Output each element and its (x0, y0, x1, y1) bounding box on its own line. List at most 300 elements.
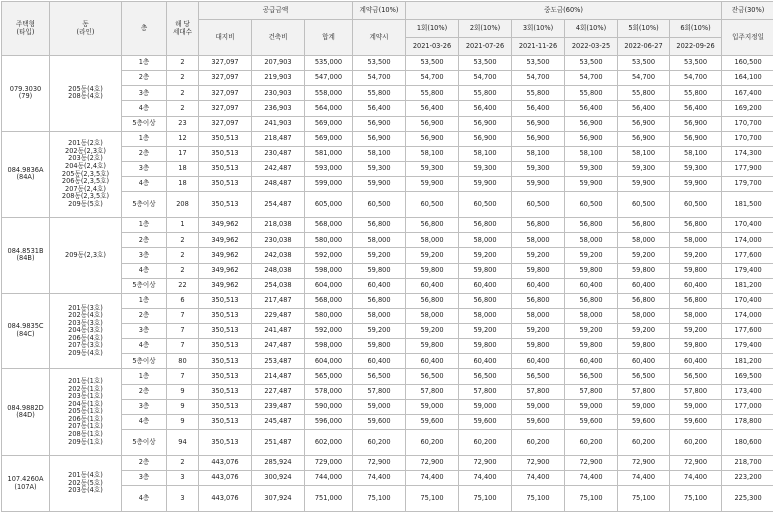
m2-cell: 59,800 (459, 263, 512, 278)
land-cell: 350,513 (199, 384, 252, 399)
floor-cell: 3층 (122, 399, 167, 414)
building-cell: 239,487 (252, 399, 305, 414)
floor-cell: 4층 (122, 101, 167, 116)
m1-cell: 54,700 (406, 71, 459, 86)
deposit-cell: 74,400 (353, 471, 406, 486)
m2-cell: 59,200 (459, 324, 512, 339)
deposit-cell: 60,200 (353, 429, 406, 455)
dong-cell: 201동(3호) 202동(4호) 203동(3호) 204동(3호) 206동(4호) 207동(3호) 209동(4호) (50, 293, 122, 369)
m5-cell: 55,800 (618, 86, 670, 101)
units-cell: 12 (167, 131, 199, 146)
land-cell: 350,513 (199, 429, 252, 455)
m1-cell: 59,200 (406, 248, 459, 263)
floor-cell: 1층 (122, 293, 167, 308)
land-cell: 443,076 (199, 486, 252, 512)
m4-cell: 60,500 (565, 192, 618, 218)
land-cell: 327,097 (199, 101, 252, 116)
balance-cell: 167,400 (722, 86, 773, 101)
building-cell: 217,487 (252, 293, 305, 308)
m6-cell: 72,900 (670, 455, 722, 470)
m5-cell: 56,800 (618, 293, 670, 308)
floor-cell: 2층 (122, 308, 167, 323)
units-cell: 17 (167, 146, 199, 161)
m6-cell: 59,300 (670, 161, 722, 176)
m5-cell: 59,800 (618, 339, 670, 354)
total-cell: 590,000 (305, 399, 353, 414)
m5-cell: 59,300 (618, 161, 670, 176)
m3-cell: 58,000 (512, 233, 565, 248)
m5-cell: 56,400 (618, 101, 670, 116)
floor-cell: 3층 (122, 471, 167, 486)
building-cell: 307,924 (252, 486, 305, 512)
total-cell: 535,000 (305, 56, 353, 71)
balance-cell: 174,000 (722, 308, 773, 323)
header-deposit: 계약금(10%) (353, 2, 406, 20)
land-cell: 350,513 (199, 354, 252, 369)
balance-cell: 181,500 (722, 192, 773, 218)
building-cell: 254,487 (252, 192, 305, 218)
dong-cell: 201동(4호) 202동(5호) 203동(4호) (50, 455, 122, 511)
m1-cell: 59,900 (406, 177, 459, 192)
balance-cell: 180,600 (722, 429, 773, 455)
m1-cell: 58,000 (406, 308, 459, 323)
building-cell: 230,487 (252, 146, 305, 161)
m6-cell: 56,800 (670, 293, 722, 308)
m5-cell: 60,400 (618, 278, 670, 293)
m4-cell: 59,200 (565, 324, 618, 339)
m1-cell: 59,200 (406, 324, 459, 339)
m3-cell: 55,800 (512, 86, 565, 101)
deposit-cell: 55,800 (353, 86, 406, 101)
units-cell: 2 (167, 233, 199, 248)
m6-cell: 54,700 (670, 71, 722, 86)
units-cell: 9 (167, 384, 199, 399)
land-cell: 350,513 (199, 324, 252, 339)
units-cell: 7 (167, 369, 199, 384)
total-cell: 751,000 (305, 486, 353, 512)
m1-cell: 56,900 (406, 116, 459, 131)
balance-cell: 178,800 (722, 414, 773, 429)
m1-cell: 58,100 (406, 146, 459, 161)
deposit-cell: 56,500 (353, 369, 406, 384)
m5-cell: 58,000 (618, 308, 670, 323)
deposit-cell: 53,500 (353, 56, 406, 71)
balance-cell: 179,400 (722, 339, 773, 354)
m2-cell: 53,500 (459, 56, 512, 71)
floor-cell: 4층 (122, 177, 167, 192)
units-cell: 2 (167, 248, 199, 263)
building-cell: 218,487 (252, 131, 305, 146)
table-row (2, 293, 773, 308)
units-cell: 2 (167, 56, 199, 71)
header-land: 대지비 (199, 20, 252, 56)
m2-cell: 59,900 (459, 177, 512, 192)
header-middle: 중도금(60%) (406, 2, 722, 20)
m6-cell: 59,800 (670, 339, 722, 354)
land-cell: 349,962 (199, 233, 252, 248)
m6-cell: 59,200 (670, 248, 722, 263)
balance-cell: 177,600 (722, 248, 773, 263)
m4-cell: 59,800 (565, 339, 618, 354)
balance-cell: 160,500 (722, 56, 773, 71)
balance-cell: 170,700 (722, 131, 773, 146)
m5-cell: 75,100 (618, 486, 670, 512)
deposit-cell: 60,400 (353, 354, 406, 369)
m6-cell: 56,400 (670, 101, 722, 116)
price-table (1, 1, 773, 512)
m5-cell: 59,000 (618, 399, 670, 414)
header-middle-date-1: 2021-03-26 (406, 38, 459, 56)
m6-cell: 74,400 (670, 471, 722, 486)
m3-cell: 59,300 (512, 161, 565, 176)
m3-cell: 59,200 (512, 248, 565, 263)
m6-cell: 59,600 (670, 414, 722, 429)
deposit-cell: 57,800 (353, 384, 406, 399)
m6-cell: 58,000 (670, 308, 722, 323)
land-cell: 349,962 (199, 248, 252, 263)
m3-cell: 58,100 (512, 146, 565, 161)
m1-cell: 58,000 (406, 233, 459, 248)
m4-cell: 56,900 (565, 131, 618, 146)
m2-cell: 56,900 (459, 131, 512, 146)
units-cell: 7 (167, 324, 199, 339)
m1-cell: 55,800 (406, 86, 459, 101)
building-cell: 218,038 (252, 218, 305, 233)
total-cell: 593,000 (305, 161, 353, 176)
total-cell: 599,000 (305, 177, 353, 192)
m2-cell: 60,400 (459, 278, 512, 293)
m5-cell: 56,900 (618, 116, 670, 131)
balance-cell: 170,400 (722, 293, 773, 308)
m5-cell: 57,800 (618, 384, 670, 399)
deposit-cell: 58,100 (353, 146, 406, 161)
m4-cell: 60,400 (565, 354, 618, 369)
m2-cell: 56,500 (459, 369, 512, 384)
total-cell: 744,000 (305, 471, 353, 486)
type-cell: 107.4260A (107A) (2, 455, 50, 511)
m1-cell: 57,800 (406, 384, 459, 399)
m2-cell: 72,900 (459, 455, 512, 470)
m1-cell: 59,800 (406, 339, 459, 354)
balance-cell: 177,900 (722, 161, 773, 176)
building-cell: 248,487 (252, 177, 305, 192)
m3-cell: 56,400 (512, 101, 565, 116)
deposit-cell: 59,800 (353, 263, 406, 278)
land-cell: 327,097 (199, 56, 252, 71)
m2-cell: 58,100 (459, 146, 512, 161)
floor-cell: 2층 (122, 233, 167, 248)
m5-cell: 58,100 (618, 146, 670, 161)
floor-cell: 3층 (122, 86, 167, 101)
m1-cell: 74,400 (406, 471, 459, 486)
m4-cell: 56,400 (565, 101, 618, 116)
header-middle-date-3: 2021-11-26 (512, 38, 565, 56)
balance-cell: 179,400 (722, 263, 773, 278)
m5-cell: 60,500 (618, 192, 670, 218)
m1-cell: 56,500 (406, 369, 459, 384)
m1-cell: 56,800 (406, 218, 459, 233)
total-cell: 604,000 (305, 278, 353, 293)
total-cell: 569,000 (305, 131, 353, 146)
building-cell: 247,487 (252, 339, 305, 354)
deposit-cell: 59,300 (353, 161, 406, 176)
total-cell: 568,000 (305, 218, 353, 233)
m3-cell: 59,900 (512, 177, 565, 192)
m2-cell: 74,400 (459, 471, 512, 486)
balance-cell: 179,700 (722, 177, 773, 192)
total-cell: 605,000 (305, 192, 353, 218)
m3-cell: 56,800 (512, 293, 565, 308)
building-cell: 214,487 (252, 369, 305, 384)
land-cell: 350,513 (199, 399, 252, 414)
header-type: 주택형 (타입) (2, 2, 50, 56)
building-cell: 230,903 (252, 86, 305, 101)
m3-cell: 56,900 (512, 131, 565, 146)
m6-cell: 56,900 (670, 116, 722, 131)
total-cell: 565,000 (305, 369, 353, 384)
m2-cell: 60,500 (459, 192, 512, 218)
units-cell: 7 (167, 308, 199, 323)
m3-cell: 59,200 (512, 324, 565, 339)
floor-cell: 2층 (122, 384, 167, 399)
deposit-cell: 59,600 (353, 414, 406, 429)
balance-cell: 181,200 (722, 278, 773, 293)
m4-cell: 56,900 (565, 116, 618, 131)
m1-cell: 60,500 (406, 192, 459, 218)
m2-cell: 56,400 (459, 101, 512, 116)
header-middle-1: 1회(10%) (406, 20, 459, 38)
floor-cell: 2층 (122, 71, 167, 86)
units-cell: 7 (167, 339, 199, 354)
m3-cell: 60,500 (512, 192, 565, 218)
m5-cell: 56,800 (618, 218, 670, 233)
total-cell: 598,000 (305, 339, 353, 354)
m2-cell: 54,700 (459, 71, 512, 86)
units-cell: 2 (167, 71, 199, 86)
m3-cell: 72,900 (512, 455, 565, 470)
units-cell: 208 (167, 192, 199, 218)
deposit-cell: 59,000 (353, 399, 406, 414)
units-cell: 94 (167, 429, 199, 455)
balance-cell: 170,700 (722, 116, 773, 131)
deposit-cell: 58,000 (353, 233, 406, 248)
m3-cell: 58,000 (512, 308, 565, 323)
floor-cell: 5층이상 (122, 278, 167, 293)
land-cell: 443,076 (199, 471, 252, 486)
m1-cell: 60,400 (406, 278, 459, 293)
units-cell: 18 (167, 177, 199, 192)
m4-cell: 57,800 (565, 384, 618, 399)
m3-cell: 54,700 (512, 71, 565, 86)
total-cell: 564,000 (305, 101, 353, 116)
deposit-cell: 75,100 (353, 486, 406, 512)
floor-cell: 4층 (122, 414, 167, 429)
deposit-cell: 59,800 (353, 339, 406, 354)
m6-cell: 56,800 (670, 218, 722, 233)
table-row (2, 455, 773, 470)
building-cell: 300,924 (252, 471, 305, 486)
m5-cell: 59,800 (618, 263, 670, 278)
total-cell: 580,000 (305, 233, 353, 248)
header-supply: 공급금액 (199, 2, 353, 20)
dong-cell: 201동(2호) 202동(2,3호) 203동(2호) 204동(2,4호) 205동(2,3,5호) 206동(2,3,5호) 207동(2,4호) 208동(2,3,5호) 209동(5호) (50, 131, 122, 218)
m2-cell: 57,800 (459, 384, 512, 399)
header-middle-3: 3회(10%) (512, 20, 565, 38)
table-row (2, 218, 773, 233)
m3-cell: 60,200 (512, 429, 565, 455)
m1-cell: 60,400 (406, 354, 459, 369)
floor-cell: 5층이상 (122, 429, 167, 455)
table-header (2, 2, 773, 56)
building-cell: 254,038 (252, 278, 305, 293)
floor-cell: 1층 (122, 56, 167, 71)
m5-cell: 56,500 (618, 369, 670, 384)
m4-cell: 75,100 (565, 486, 618, 512)
total-cell: 578,000 (305, 384, 353, 399)
m1-cell: 72,900 (406, 455, 459, 470)
type-cell: 084.9882D (84D) (2, 369, 50, 456)
m6-cell: 58,100 (670, 146, 722, 161)
floor-cell: 4층 (122, 263, 167, 278)
m2-cell: 75,100 (459, 486, 512, 512)
m4-cell: 60,200 (565, 429, 618, 455)
type-cell: 079.3030 (79) (2, 56, 50, 132)
balance-cell: 174,000 (722, 233, 773, 248)
m1-cell: 53,500 (406, 56, 459, 71)
m4-cell: 56,500 (565, 369, 618, 384)
m5-cell: 54,700 (618, 71, 670, 86)
m6-cell: 53,500 (670, 56, 722, 71)
deposit-cell: 56,900 (353, 116, 406, 131)
header-building: 건축비 (252, 20, 305, 56)
land-cell: 443,076 (199, 455, 252, 470)
header-middle-6: 6회(10%) (670, 20, 722, 38)
m6-cell: 56,900 (670, 131, 722, 146)
total-cell: 602,000 (305, 429, 353, 455)
header-middle-date-2: 2021-07-26 (459, 38, 512, 56)
balance-cell: 169,200 (722, 101, 773, 116)
m2-cell: 59,000 (459, 399, 512, 414)
m6-cell: 55,800 (670, 86, 722, 101)
land-cell: 350,513 (199, 369, 252, 384)
balance-cell: 170,400 (722, 218, 773, 233)
m4-cell: 58,100 (565, 146, 618, 161)
m5-cell: 59,200 (618, 324, 670, 339)
m4-cell: 72,900 (565, 455, 618, 470)
units-cell: 6 (167, 293, 199, 308)
m6-cell: 60,400 (670, 278, 722, 293)
floor-cell: 5층이상 (122, 192, 167, 218)
deposit-cell: 59,900 (353, 177, 406, 192)
header-middle-5: 5회(10%) (618, 20, 670, 38)
m4-cell: 59,000 (565, 399, 618, 414)
land-cell: 350,513 (199, 161, 252, 176)
m4-cell: 54,700 (565, 71, 618, 86)
units-cell: 1 (167, 218, 199, 233)
floor-cell: 3층 (122, 161, 167, 176)
m4-cell: 53,500 (565, 56, 618, 71)
header-total: 합계 (305, 20, 353, 56)
m1-cell: 75,100 (406, 486, 459, 512)
m6-cell: 59,900 (670, 177, 722, 192)
dong-cell: 201동(1호) 202동(1호) 203동(1호) 204동(1호) 205동(1호) 206동(1호) 207동(1호) 208동(1호) 209동(1호) (50, 369, 122, 456)
type-cell: 084.8531B (84B) (2, 218, 50, 294)
header-balance: 잔금(30%) (722, 2, 773, 20)
building-cell: 242,038 (252, 248, 305, 263)
deposit-cell: 72,900 (353, 455, 406, 470)
m4-cell: 58,000 (565, 308, 618, 323)
units-cell: 18 (167, 161, 199, 176)
building-cell: 253,487 (252, 354, 305, 369)
floor-cell: 1층 (122, 131, 167, 146)
m3-cell: 56,500 (512, 369, 565, 384)
floor-cell: 1층 (122, 218, 167, 233)
m2-cell: 59,200 (459, 248, 512, 263)
floor-cell: 4층 (122, 339, 167, 354)
header-balance-sub: 입주지정일 (722, 20, 773, 56)
m3-cell: 60,400 (512, 278, 565, 293)
units-cell: 3 (167, 471, 199, 486)
header-middle-date-5: 2022-06-27 (618, 38, 670, 56)
total-cell: 569,000 (305, 116, 353, 131)
building-cell: 242,487 (252, 161, 305, 176)
m3-cell: 74,400 (512, 471, 565, 486)
total-cell: 729,000 (305, 455, 353, 470)
m1-cell: 59,600 (406, 414, 459, 429)
building-cell: 245,487 (252, 414, 305, 429)
m3-cell: 59,800 (512, 339, 565, 354)
m2-cell: 60,400 (459, 354, 512, 369)
table-body (2, 56, 773, 512)
m5-cell: 72,900 (618, 455, 670, 470)
land-cell: 350,513 (199, 146, 252, 161)
units-cell: 3 (167, 486, 199, 512)
m2-cell: 56,900 (459, 116, 512, 131)
deposit-cell: 54,700 (353, 71, 406, 86)
m4-cell: 74,400 (565, 471, 618, 486)
header-middle-date-6: 2022-09-26 (670, 38, 722, 56)
building-cell: 251,487 (252, 429, 305, 455)
m2-cell: 59,300 (459, 161, 512, 176)
header-middle-2: 2회(10%) (459, 20, 512, 38)
m6-cell: 59,000 (670, 399, 722, 414)
units-cell: 9 (167, 414, 199, 429)
m2-cell: 58,000 (459, 233, 512, 248)
header-units: 해 당 세대수 (167, 2, 199, 56)
building-cell: 207,903 (252, 56, 305, 71)
total-cell: 598,000 (305, 263, 353, 278)
floor-cell: 4층 (122, 486, 167, 512)
m5-cell: 59,200 (618, 248, 670, 263)
m4-cell: 56,800 (565, 218, 618, 233)
m3-cell: 59,600 (512, 414, 565, 429)
balance-cell: 218,700 (722, 455, 773, 470)
land-cell: 327,097 (199, 71, 252, 86)
m1-cell: 60,200 (406, 429, 459, 455)
building-cell: 236,903 (252, 101, 305, 116)
balance-cell: 181,200 (722, 354, 773, 369)
total-cell: 592,000 (305, 324, 353, 339)
total-cell: 558,000 (305, 86, 353, 101)
m6-cell: 59,800 (670, 263, 722, 278)
m3-cell: 53,500 (512, 56, 565, 71)
units-cell: 9 (167, 399, 199, 414)
building-cell: 248,038 (252, 263, 305, 278)
m5-cell: 59,600 (618, 414, 670, 429)
m6-cell: 60,400 (670, 354, 722, 369)
m2-cell: 55,800 (459, 86, 512, 101)
type-cell: 084.9835C (84C) (2, 293, 50, 369)
